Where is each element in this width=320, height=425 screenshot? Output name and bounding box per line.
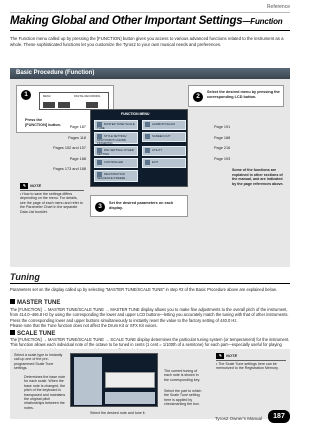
note-text: • How to save the settings differs depending on the menu. For details, see the page of each menu and refer to the Parameter Chart in the separate Data List booklet. [20,191,83,214]
tuning-heading: Tuning [10,272,40,282]
panel-button-2[interactable] [58,102,70,108]
harmony-icon [145,122,150,127]
callout-base-note: Determines the base note for each scale. When the base note is changed, the pitch of the keyboard is transposed and maintains the original pitch relationships between the notes. [24,375,66,410]
menu-label: MENU [43,95,51,98]
lcd-item-pad-setting[interactable]: PAD SETTING/ OTHER SETTING [94,146,138,156]
page-ref: Pages 173 and 188 [53,167,86,171]
panel-button-3[interactable] [86,102,98,108]
callout-scale-type: Select a scale type to instantly call up one of the pre-programmed Scale Tune settings. [14,353,63,371]
lcd-item-controller[interactable]: CONTROLLER [94,158,138,168]
page-ref: Page 191 [214,125,231,129]
footer-title: Tyros2 Owner's Manual [214,416,262,421]
step3-box [90,195,188,217]
lcd-item-exit[interactable]: EXIT [142,158,186,168]
title-rule [10,30,290,31]
title-sub: —Function [242,17,283,26]
note-label: ✎ NOTE [216,353,286,359]
note-label: ✎ NOTE [20,183,84,189]
step3-number: 3 [95,202,105,212]
top-rule [10,12,290,13]
basic-procedure-heading: Basic Procedure (Function) [10,68,290,79]
step2-number: 2 [193,92,203,102]
lcd-title: FUNCTION MENU [121,112,150,116]
utility-icon [145,148,150,153]
lcd-item-utility[interactable]: UTILITY [142,146,186,156]
callout-select-note: Select the desired note and tune it. [90,411,146,415]
tuning-intro: Parameters set on the display called up by selecting "MASTER TUNE/SCALE TUNE" in step #2 of the Basic Procedure above are explained below. [10,287,277,292]
function-button[interactable] [43,102,55,108]
lcd-item-style-setting[interactable]: STYLE SETTING/ SPLIT POINT/ CHORD FINGERING [94,132,138,144]
note-block [20,183,84,214]
controller-icon [97,160,102,165]
scale-tune-text: The [FUNCTION] → MASTER TUNE/SCALE TUNE → SCALE TUNE display determines the particular tuning system (or temperament) for the instrument. This function allows each individual note of the octave to be tuned in cents (1 cent = 1/100th of a semitone) for each part—especially useful for playing [10,337,290,348]
step1-number: 1 [21,90,31,100]
screen-out-icon [145,134,150,139]
lcd-screen [90,109,188,187]
note-icon: ✎ [20,183,28,189]
page-number: 187 [268,410,290,423]
page-ref: Pages 118 [68,136,86,140]
step3-label: Set the desired parameters on each display. [109,201,174,210]
note-icon: ✎ [216,353,224,359]
page-ref: Page 188 [69,157,86,161]
scale-tune-lcd [70,353,158,407]
master-tune-text: The [FUNCTION] → MASTER TUNE/SCALE TUNE → MASTER TUNE display allows you to make fine adjustments to the overall pitch of the instrument, from 414.0–466.8 Hz by using the corresponding the lower and upper LCD buttons—letting you accurately match the tuning with that of other instruments. Press the corresponding lower and upper buttons simultaneously to instantly reset the value to the factory setting of 440.0 Hz. [10,307,289,323]
scale-tune-heading: SCALE TUNE [10,330,55,337]
digital-recording-label: DIGITAL RECORDING [74,95,101,98]
lcd-item-master-tune[interactable]: MASTER TUNE/ SCALE TUNE [94,120,138,130]
step1-label: Press the [FUNCTION] button. [25,118,62,127]
keyboard-graphic [105,372,155,388]
scale-note-text: • The Scale Tune settings here can be memorized to the Registration Memory. [216,361,279,370]
scale-type-list[interactable] [74,357,102,405]
master-tune-extra: Please note that the Tune function does not affect the Drum Kit or SFX Kit voices. [10,323,158,328]
master-tune-heading: MASTER TUNE [10,299,60,306]
scale-tune-diagram [10,349,290,419]
part-checkboxes[interactable] [105,392,155,404]
page-title [10,15,282,27]
intro-paragraph: The Function menu called up by pressing the [FUNCTION] button gives you access to various advanced functions related to the instrument as a whole. These sophisticated functions let you customize the Tyros2 to your own musical needs and preferences. [10,36,284,47]
page-ref: Page 188 [214,136,231,140]
other-sections-note: Some of the functions are explained in other sections of the manual, and are indicated by the page references above. [232,168,284,186]
callout-current-tuning: The current tuning of each note is shown in the corresponding key. [164,369,201,382]
page-ref: Pages 152 and 157 [53,146,86,150]
step2-label: Select the desired menu by pressing the corresponding LCD button. [207,90,280,99]
page-ref: Page 193 [214,157,231,161]
tuning-rule [10,283,290,284]
panel-buttons [39,92,109,110]
lcd-item-screen-out[interactable]: SCREEN OUT [142,132,186,142]
title-main: Making Global and Other Important Settings [10,15,243,27]
callout-part-select: Select the part to which the Scale Tune setting here is applied by checkmarking the box. [164,389,202,407]
page-ref: Page 187 [69,125,86,129]
page-ref: Page 216 [214,146,231,150]
basic-procedure-panel [10,79,290,267]
step2-box [188,85,284,107]
section-label: Reference [266,4,290,10]
exit-icon [145,160,150,165]
scale-note-block [216,353,286,370]
lcd-item-harmony-echo[interactable]: HARMONY/ECHO [142,120,186,130]
lcd-item-registration-sequence[interactable]: REGISTRATION SEQUENCE/ FREEZE [94,170,138,182]
